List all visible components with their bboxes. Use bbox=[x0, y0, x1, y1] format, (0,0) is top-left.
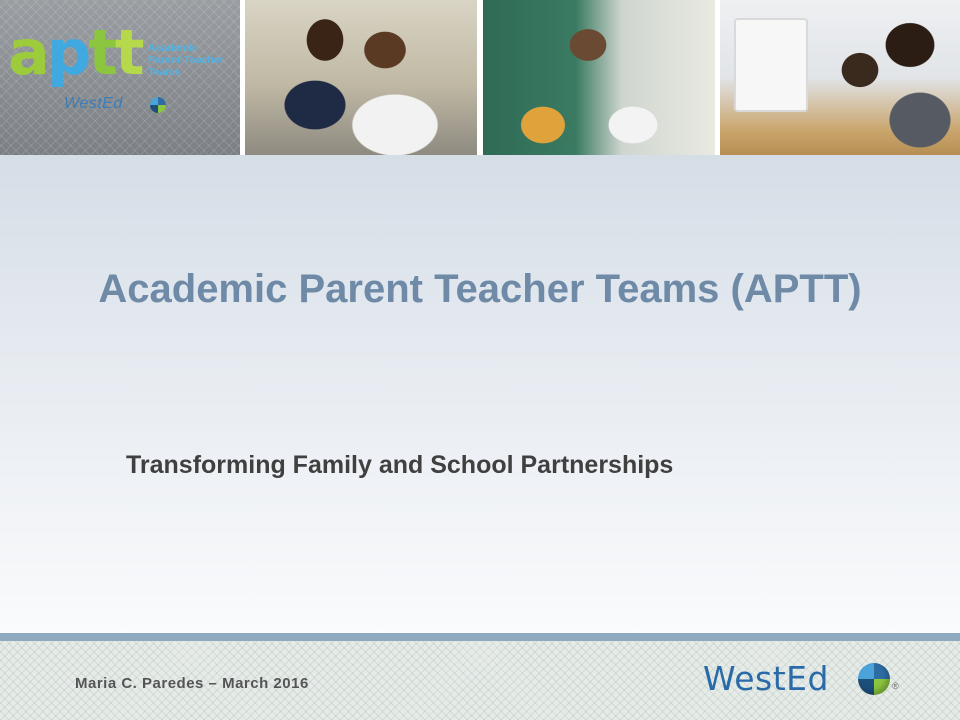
globe-icon bbox=[858, 663, 890, 695]
photo-students-computers bbox=[720, 0, 960, 155]
computer-monitor-icon bbox=[734, 18, 808, 112]
slide-subtitle: Transforming Family and School Partnerships bbox=[126, 451, 674, 479]
registered-mark: ® bbox=[892, 681, 899, 691]
aptt-logo-tile bbox=[0, 0, 240, 155]
photo-students-reading bbox=[245, 0, 477, 155]
aptt-logo-subtitle: Academic Parent-Teacher Teams bbox=[148, 42, 224, 78]
photo-teacher-reading bbox=[483, 0, 715, 155]
author-date: Maria C. Paredes – March 2016 bbox=[75, 675, 309, 692]
aptt-logo-wordmark: aptt bbox=[8, 16, 142, 89]
footer-divider bbox=[0, 633, 960, 641]
footer bbox=[0, 641, 960, 720]
wested-logo-text: WestEd bbox=[703, 659, 829, 698]
wested-small-logo-text: WestEd bbox=[64, 95, 123, 112]
globe-icon bbox=[150, 97, 166, 113]
slide-title: Academic Parent Teacher Teams (APTT) bbox=[98, 267, 862, 311]
slide-body bbox=[0, 155, 960, 633]
header-banner bbox=[0, 0, 960, 155]
